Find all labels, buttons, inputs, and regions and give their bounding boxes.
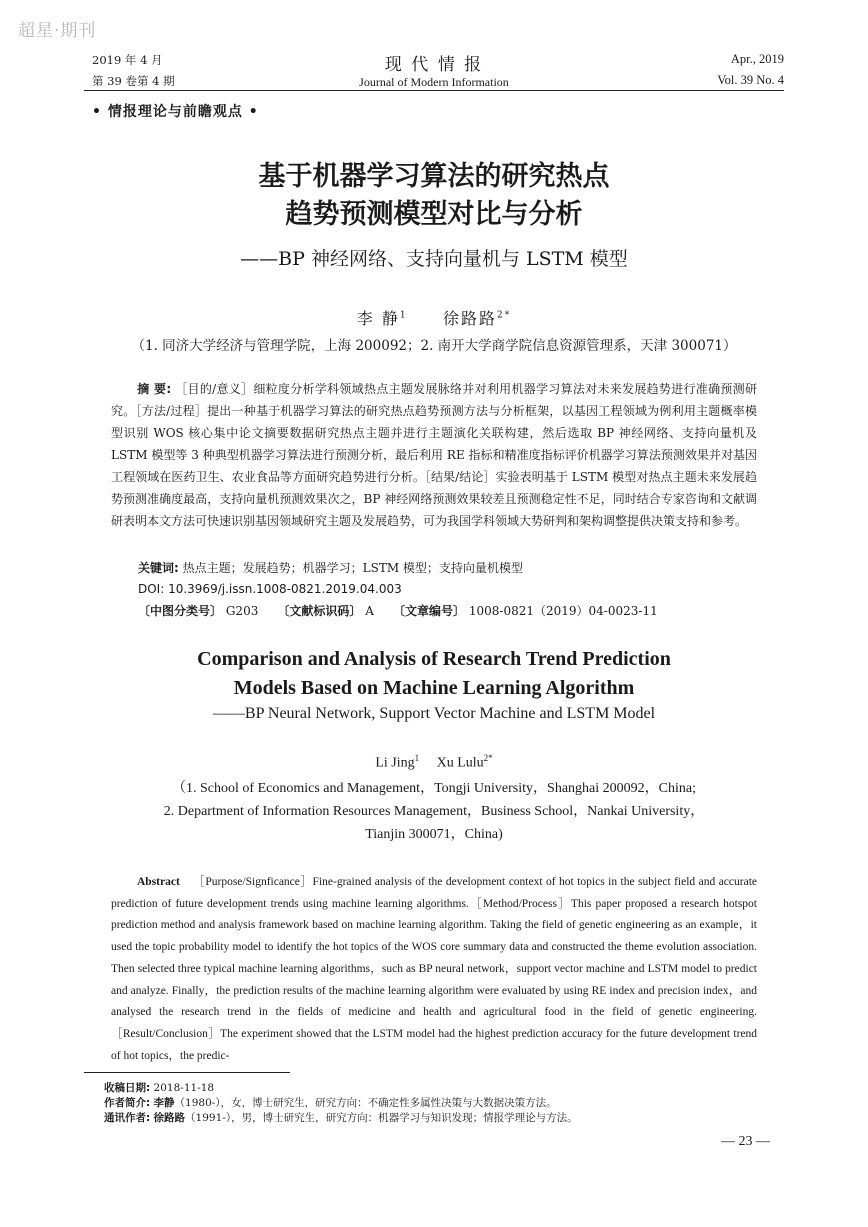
page-number: — 23 —	[721, 1134, 770, 1149]
keywords-cn-text: 热点主题；发展趋势；机器学习；LSTM 模型；支持向量机模型	[182, 561, 523, 575]
footnote-author	[104, 1097, 557, 1110]
subtitle-cn: ——BP 神经网络、支持向量机与 LSTM 模型	[240, 248, 628, 270]
header-journal-cn: 现 代 情 报	[384, 55, 484, 75]
clc-value: G203	[225, 604, 259, 618]
author-en-1: Li Jing	[375, 755, 415, 771]
author-cn-1: 李 静	[356, 309, 400, 328]
affiliations-en-line3: Tianjin 300071，China)	[365, 827, 503, 842]
authors-en	[0, 753, 868, 772]
footnote-rule	[84, 1072, 290, 1073]
received-date: 2018-11-18	[153, 1082, 215, 1094]
author-cn-2-sup: 2*	[497, 310, 512, 321]
doc-code-value: A	[365, 604, 374, 618]
header-volume-en: Vol. 39 No. 4	[717, 73, 784, 87]
authors-cn	[0, 306, 868, 329]
subtitle-en: ——BP Neural Network, Support Vector Machine and LSTM Model	[212, 705, 656, 722]
author-bio-text: （1980-），女，博士研究生，研究方向：不确定性多属性决策与大数据决策方法。	[174, 1097, 557, 1109]
doc-code-label: 〔文献标识码〕	[277, 604, 362, 618]
footnote-corresponding	[104, 1112, 578, 1125]
article-no-value: 1008-0821（2019）04-0023-11	[468, 604, 658, 618]
abstract-cn	[111, 378, 757, 532]
header-rule	[84, 90, 784, 91]
affiliations-en-line2: 2. Department of Information Resources Management，Business School，Nankai University，	[163, 804, 705, 819]
author-en-2: Xu Lulu	[436, 755, 484, 771]
article-no-label: 〔文章编号〕	[393, 604, 466, 618]
section-tag: • 情报理论与前瞻观点 •	[92, 104, 259, 120]
keywords-cn-label: 关键词:	[138, 561, 179, 575]
abstract-en-label: Abstract	[137, 876, 180, 888]
header-journal-en: Journal of Modern Information	[359, 75, 509, 89]
author-cn-2: 徐路路	[443, 309, 498, 328]
title-en-line1: Comparison and Analysis of Research Trend Prediction	[197, 648, 671, 670]
clc-label: 〔中图分类号〕	[138, 604, 223, 618]
corresponding-label: 通讯作者:	[104, 1112, 151, 1124]
title-en-line2: Models Based on Machine Learning Algorithm	[233, 677, 635, 699]
author-en-1-sup: 1	[414, 753, 420, 763]
affiliations-cn: （1. 同济大学经济与管理学院，上海 200092；2. 南开大学商学院信息资源管理系，天津 300071）	[131, 338, 737, 354]
classification-line	[138, 601, 658, 621]
corresponding-text: （1991-），男，博士研究生，研究方向：机器学习与知识发现；情报学理论与方法。	[185, 1112, 578, 1124]
author-en-2-sup: 2*	[483, 753, 493, 763]
abstract-en	[111, 872, 757, 1067]
watermark-logo: 超星·期刊	[18, 21, 97, 41]
header-date-cn: 2019 年 4 月	[92, 53, 163, 67]
received-label: 收稿日期:	[104, 1082, 151, 1094]
author-bio-label: 作者简介:	[104, 1097, 151, 1109]
doi: DOI: 10.3969/j.issn.1008-0821.2019.04.003	[138, 582, 402, 596]
footnote-received	[104, 1082, 214, 1095]
corresponding-name: 徐路路	[153, 1112, 186, 1124]
title-cn-line1: 基于机器学习算法的研究热点	[258, 161, 610, 192]
abstract-cn-text: ［目的/意义］细粒度分析学科领域热点主题发展脉络并对利用机器学习算法对未来发展趋势进行准确预测研究。［方法/过程］提出一种基于机器学习算法的研究热点趋势预测方法与分析框架，以基因工程领域为例利用主题概率模型识别 WOS 核心集中论文摘要数据研究热点主题并进行主题演化关联构建，然后选取 BP 神经网络、支持向量机及 LSTM 模型等 3 种典型机器学习算法进行预测分析，最后利用 RE 指标和精准度指标评价机器学习算法预测效果并对基因工程领域在医药卫生、农业食品等方面研究趋势进行分析。［结果/结论］实验表明基于 LSTM 模型对热点主题未来发展趋势预测准确度最高，支持向量机预测效果次之，BP 神经网络预测效果较差且预测稳定性不足，同时结合专家咨询和文献调研表明本文方法可快速识别基因领域研究主题及发展趋势，可为我国学科领域大势研判和架构调整提供决策支持和参考。	[111, 382, 757, 528]
header-date-en: Apr., 2019	[730, 52, 784, 66]
abstract-en-text: ［Purpose/Signficance］Fine-grained analysis of the development context of hot topics in the subject field and accurate prediction of future development trends using machine learning algorithms.［Method/Process］This paper proposed a research hotspot prediction method and analysis framework based on machine learning algorithm. Taking the field of genetic engineering as an example，it used the topic probability model to identify the hot topics of the WOS core summary data and constructed the theme evolution association. Then selected three typical machine learning algorithms，such as BP neural network，support vector machine and LSTM model to predict and analyze. Finally，the prediction results of the machine learning algorithm were evaluated by using RE index and precision index，and analysed the research trend in the fields of medicine and health and agricultural food in the field of genetic engineering.［Result/Conclusion］The experiment showed that the LSTM model had the highest prediction accuracy for the future development trend of hot topics，the predic-	[111, 876, 757, 1062]
author-bio-name: 李静	[153, 1097, 175, 1109]
title-cn-line2: 趋势预测模型对比与分析	[285, 199, 583, 230]
affiliations-en-line1: （1. School of Economics and Management，Tongji University，Shanghai 200092，China;	[172, 781, 696, 796]
abstract-cn-label: 摘 要:	[137, 382, 172, 396]
header-volume-cn: 第 39 卷第 4 期	[92, 74, 175, 88]
author-cn-1-sup: 1	[399, 310, 408, 321]
keywords-cn	[138, 558, 523, 578]
